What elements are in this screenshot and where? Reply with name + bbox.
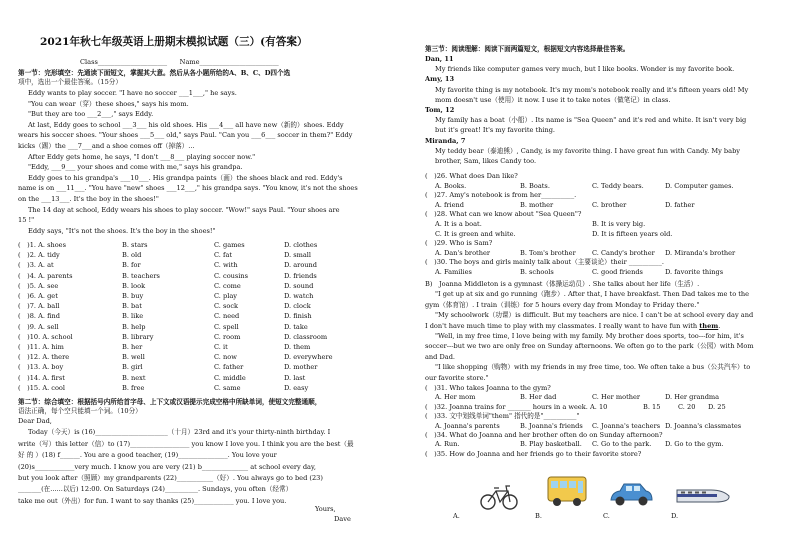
answer-option: D. watch bbox=[284, 292, 314, 300]
bicycle-picture bbox=[480, 482, 518, 512]
answer-option: C. come bbox=[214, 281, 241, 290]
answer-option: C. spell bbox=[214, 322, 239, 331]
answer-option: D. clock bbox=[284, 302, 311, 311]
answer-option: D. father bbox=[665, 200, 695, 209]
question-stem: ( )5. A. see bbox=[18, 281, 59, 290]
passage-line: B) Joanna Middleton is a gymnast（体操运动员）. She talks about her life（生活）. bbox=[425, 280, 700, 288]
question-stem: ( )35. How do Joanna and her friends go to their favorite store? bbox=[425, 449, 642, 458]
answer-option: B. It is very big. bbox=[592, 220, 646, 228]
answer-option: B. old bbox=[122, 251, 142, 260]
question-stem: ( )31. Who takes Joanna to the gym? bbox=[425, 384, 551, 392]
answer-option: D. them bbox=[284, 343, 311, 351]
passage-line: name is on ___11___. "You have "new" shoes ___12___," his grandpa says. "You know, it's not the shoes bbox=[18, 184, 358, 193]
answer-option: A. Her mom bbox=[435, 393, 476, 402]
right-column bbox=[425, 0, 785, 560]
passage-line: The 14 day at school, Eddy wears his shoes to play soccer. "Wow!" says Paul. "Your shoes are bbox=[28, 205, 340, 214]
passage-line: soccer---but we two are only free on Sunday afternoons. We often go to the park（公园）with Mom bbox=[425, 342, 754, 351]
bus-picture bbox=[545, 474, 589, 508]
passage-line: "You can wear（穿）these shoes," says his mom. bbox=[28, 99, 189, 108]
passage-line: 15 !" bbox=[18, 216, 35, 225]
letter-line: _______(在......以后) 12:00. On Saturdays (24)__________. Sundays, you often（经常） bbox=[18, 485, 293, 494]
answer-option: C. It is green and white. bbox=[435, 229, 516, 238]
answer-option: A. Run. bbox=[435, 440, 460, 449]
answer-option: D. Joanna's classmates bbox=[665, 421, 742, 430]
answer-option: B. Tom's brother bbox=[520, 248, 576, 257]
answer-option: D. everywhere bbox=[284, 353, 333, 362]
letter-line: Dear Dad, bbox=[18, 417, 52, 425]
question-stem: ( )33. 文中划线单词"them" 指代的是"__________" bbox=[425, 412, 580, 421]
answer-option: C. games bbox=[214, 241, 245, 249]
picture-label: B. bbox=[535, 512, 542, 520]
answer-option: D. easy bbox=[284, 383, 309, 392]
passage-line: After Eddy gets home, he says, "I don't ___8___ playing soccer now." bbox=[28, 152, 256, 161]
answer-option: B. her bbox=[122, 343, 143, 351]
answer-option: C. father bbox=[214, 363, 244, 372]
answer-option: C. it bbox=[214, 343, 228, 351]
question-stem: ( )13. A. boy bbox=[18, 363, 64, 372]
picture-label: D. bbox=[671, 512, 679, 520]
passage-line: on the ___13___. It's the boy in the shoes!" bbox=[18, 195, 159, 203]
answer-option: D. Computer games. bbox=[665, 181, 734, 190]
speaker-name: Dan, 11 bbox=[425, 55, 454, 63]
question-stem: ( )15. A. cool bbox=[18, 383, 66, 392]
question-stem: ( )10. A. school bbox=[18, 332, 73, 341]
answer-option: A. 10 bbox=[590, 402, 608, 411]
answer-option: D. favorite things bbox=[665, 268, 724, 276]
passage-line: "Well, in my free time, I love being with my family. My brother does sports, too---for him, it's bbox=[435, 332, 744, 340]
passage-line: "But they are too ___2___," says Eddy. bbox=[28, 110, 154, 119]
answer-option: D. mother bbox=[284, 363, 318, 372]
answer-option: D. Miranda's brother bbox=[665, 248, 736, 257]
answer-option: D. classroom bbox=[284, 332, 328, 341]
answer-option: C. now bbox=[214, 353, 237, 362]
answer-option: B. for bbox=[122, 261, 141, 270]
passage-line: brother, Sam, likes Candy too. bbox=[435, 157, 537, 165]
class-name-line: Class_____________________ Name________________________ bbox=[80, 58, 279, 66]
answer-option: B. well bbox=[122, 353, 145, 362]
answer-option: B. girl bbox=[122, 363, 143, 372]
answer-option: B. Her dad bbox=[520, 393, 557, 402]
answer-option: D. It is fifteen years old. bbox=[592, 229, 673, 238]
answer-option: B. schools bbox=[520, 268, 554, 276]
letter-line: Today（今天）is (16)______________________（十月）23rd and it's your thirty-ninth birthday. I bbox=[28, 428, 331, 437]
passage-line: mom doesn't use（使用）it now. I use it to take notes（做笔记）in class. bbox=[435, 95, 671, 104]
answer-option: C. cousins bbox=[214, 271, 249, 280]
passage-line: "My schoolwork（功课）is difficult. But my teachers are nice. I can't be at school every day and bbox=[435, 311, 754, 320]
question-stem: ( )28. What can we know about "Sea Queen"? bbox=[425, 210, 582, 219]
answer-option: A. Dan's brother bbox=[435, 248, 491, 257]
question-stem: ( )7. A. ball bbox=[18, 302, 60, 311]
passage-line: gym（体育馆）. I train（训练）for 5 hours every day from Monday to Friday there." bbox=[425, 300, 700, 309]
answer-option: B. Play basketball. bbox=[520, 440, 582, 449]
answer-option: D. small bbox=[284, 251, 312, 260]
answer-option: D. take bbox=[284, 322, 308, 331]
question-stem: ( )29. Who is Sam? bbox=[425, 239, 493, 248]
question-stem: ( )4. A. parents bbox=[18, 271, 73, 280]
answer-option: C. Teddy bears. bbox=[592, 181, 644, 190]
answer-option: B. next bbox=[122, 373, 146, 382]
answer-option: B. Boats. bbox=[520, 181, 550, 190]
answer-option: B. look bbox=[122, 281, 146, 290]
car-picture bbox=[608, 480, 654, 510]
passage-line: "Eddy, ___9___ your shoes and come with me," says his grandpa. bbox=[28, 163, 243, 172]
answer-option: A. friend bbox=[435, 200, 465, 209]
left-column bbox=[18, 0, 398, 560]
question-stem: ( )27. Amy's notebook is from her__________. bbox=[425, 191, 577, 200]
passage-line: Eddy wants to play soccer. "I have no soccer ___1___," he says. bbox=[28, 89, 237, 97]
passage-line: My favorite thing is my notebook. It's my mom's notebook really and it's fifteen years old! My bbox=[435, 85, 749, 94]
passage-line: My family has a boat（小船）. Its name is "Sea Queen" and it's red and white. It isn't very big bbox=[435, 116, 747, 125]
passage-line: My friends like computer games very much, but I like books. Wonder is my favorite book. bbox=[435, 65, 735, 74]
answer-option: C. Joanna's teachers bbox=[592, 421, 661, 430]
answer-option: B. Joanna's friends bbox=[520, 421, 583, 430]
answer-option: D. 25 bbox=[708, 402, 726, 411]
question-stem: ( )12. A. there bbox=[18, 353, 70, 362]
answer-option: D. clothes bbox=[284, 241, 318, 249]
answer-option: B. free bbox=[122, 383, 145, 392]
answer-option: A. Families bbox=[435, 268, 472, 276]
passage-line: My teddy bear（泰迪熊）, Candy, is my favorite thing. I have great fun with Candy. My baby bbox=[435, 146, 741, 155]
answer-option: D. around bbox=[284, 261, 318, 270]
speaker-name: Miranda, 7 bbox=[425, 136, 466, 145]
question-stem: ( )9. A. sell bbox=[18, 322, 59, 331]
section3-heading: 第三节：阅读理解：阅读下面两篇短文，根据短文内容选择最佳答案。 bbox=[425, 45, 630, 53]
speaker-name: Amy, 13 bbox=[425, 75, 455, 84]
letter-signoff: Yours, bbox=[315, 505, 336, 513]
answer-option: D. last bbox=[284, 373, 306, 382]
answer-option: C. 20 bbox=[678, 402, 696, 411]
passage-line: wears his soccer shoes. "Your shoes ___5___ old," says Paul. "Can you ___6___ soccer in them?" Eddy bbox=[18, 131, 353, 140]
letter-line: but you look after（照顾）my grandparents (22)___________（好）. You always go to bed (23) bbox=[18, 474, 323, 482]
answer-option: C. same bbox=[214, 383, 241, 392]
answer-option: C. good friends bbox=[592, 268, 643, 276]
question-stem: ( )11. A. him bbox=[18, 343, 64, 351]
answer-option: C. play bbox=[214, 292, 237, 300]
answer-option: C. with bbox=[214, 261, 238, 270]
letter-line: write（写）this letter（信）to (17)__________________ you know I love you. I think you are the best（最 bbox=[18, 439, 354, 448]
passage-line: Eddy says, "It's not the shoes. It's the boy in the shoes!" bbox=[28, 226, 216, 235]
section1-heading-2: 项中，选出一个最佳答案。（15分） bbox=[18, 78, 122, 86]
question-stem: ( )3. A. at bbox=[18, 261, 54, 270]
passage-line: but it's great! It's my favorite thing. bbox=[435, 126, 556, 135]
answer-option: C. Her mother bbox=[592, 393, 641, 402]
question-stem: ( )8. A. find bbox=[18, 312, 60, 321]
answer-option: B. bat bbox=[122, 302, 142, 311]
answer-option: D. friends bbox=[284, 271, 317, 280]
answer-option: B. like bbox=[122, 312, 144, 321]
answer-option: B. mother bbox=[520, 200, 554, 209]
section1-heading: 第一节：完形填空：先通读下面短文，掌握其大意。然后从各小题所给的A、B、C、D四个选 bbox=[18, 69, 291, 77]
answer-option: D. sound bbox=[284, 281, 314, 290]
letter-line: 好 的 ）(18) f______. You are a good teacher, (19)_______________. You love your bbox=[18, 451, 277, 460]
answer-option: A. Joanna's parents bbox=[435, 421, 500, 430]
answer-option: B. 15 bbox=[643, 402, 661, 411]
passage-line: Eddy goes to his grandpa's ___10___. His grandpa paints（画）the shoes black and red. Eddy's bbox=[28, 173, 343, 182]
section2-heading: 第二节：综合填空：根据括号内所给首字母、上下文或汉语提示完成空格中所缺单词，使短文完整通顺， bbox=[18, 398, 322, 406]
letter-line: take me out（外出）for fun. I want to say thanks (25)____________ you. I love you. bbox=[18, 496, 287, 505]
answer-option: A. Books. bbox=[435, 181, 467, 190]
question-stem: ( )14. A. first bbox=[18, 373, 65, 382]
question-stem: ( )32. Joanna trains for _______ hours in a week. bbox=[425, 402, 588, 411]
letter-signature: Dave bbox=[334, 515, 351, 523]
train-picture bbox=[675, 482, 731, 510]
answer-option: B. buy bbox=[122, 292, 144, 300]
answer-option: C. middle bbox=[214, 373, 246, 382]
passage-line: kicks（踢）the ___7___and a shoe comes off（掉落）... bbox=[18, 142, 195, 150]
question-stem: ( )6. A. get bbox=[18, 292, 58, 300]
answer-option: A. It is a boat. bbox=[435, 220, 482, 228]
section2-heading-2: 语法正确，每个空只能填一个词。（10分） bbox=[18, 407, 142, 415]
question-stem: ( )34. What do Joanna and her brother often do on Sunday afternoon? bbox=[425, 431, 663, 439]
underlined-word: them bbox=[699, 321, 719, 330]
answer-option: D. Go to the gym. bbox=[665, 440, 724, 449]
question-stem: ( )30. The boys and girls mainly talk about（主要谈论）their __________. bbox=[425, 258, 664, 267]
passage-line: I don't have much time to play with my classmates. I really want to have fun with them. bbox=[425, 321, 721, 330]
picture-label: A. bbox=[453, 512, 460, 520]
speaker-name: Tom, 12 bbox=[425, 106, 455, 114]
passage-line: "I get up at six and go running（跑步）. After that, I have breakfast. Then Dad takes me to the bbox=[435, 290, 750, 299]
answer-option: C. room bbox=[214, 332, 241, 341]
letter-line: (20)s____________very much. I know you are very (21) b______________ at school every day, bbox=[18, 462, 316, 471]
page-title: 2021年秋七年级英语上册期末模拟试题（三）(有答案） bbox=[40, 36, 308, 48]
answer-option: B. library bbox=[122, 332, 154, 341]
answer-option: B. teachers bbox=[122, 271, 160, 280]
answer-option: D. Her grandma bbox=[665, 393, 720, 402]
answer-option: D. finish bbox=[284, 312, 312, 321]
question-stem: ( )2. A. tidy bbox=[18, 251, 60, 260]
picture-label: C. bbox=[603, 512, 610, 520]
answer-option: C. Candy's brother bbox=[592, 248, 655, 257]
answer-option: C. need bbox=[214, 312, 240, 321]
answer-option: C. Go to the park. bbox=[592, 440, 652, 449]
question-stem: ( )1. A. shoes bbox=[18, 241, 66, 249]
answer-option: C. fat bbox=[214, 251, 233, 260]
answer-option: C. sock bbox=[214, 302, 239, 311]
passage-line: "I like shopping（购物）with my friends in my free time, too. We often take a bus（公共汽车）to bbox=[435, 363, 751, 372]
answer-option: B. help bbox=[122, 322, 146, 331]
answer-option: C. brother bbox=[592, 200, 627, 209]
question-stem: ( )26. What does Dan like? bbox=[425, 172, 518, 180]
passage-line: our favorite store." bbox=[425, 373, 489, 382]
passage-line: and Dad. bbox=[425, 352, 456, 361]
passage-line: At last, Eddy goes to school ___3___ his old shoes. His ___4___ all have new（新的）shoes. Eddy bbox=[28, 120, 344, 129]
answer-option: B. stars bbox=[122, 241, 148, 249]
